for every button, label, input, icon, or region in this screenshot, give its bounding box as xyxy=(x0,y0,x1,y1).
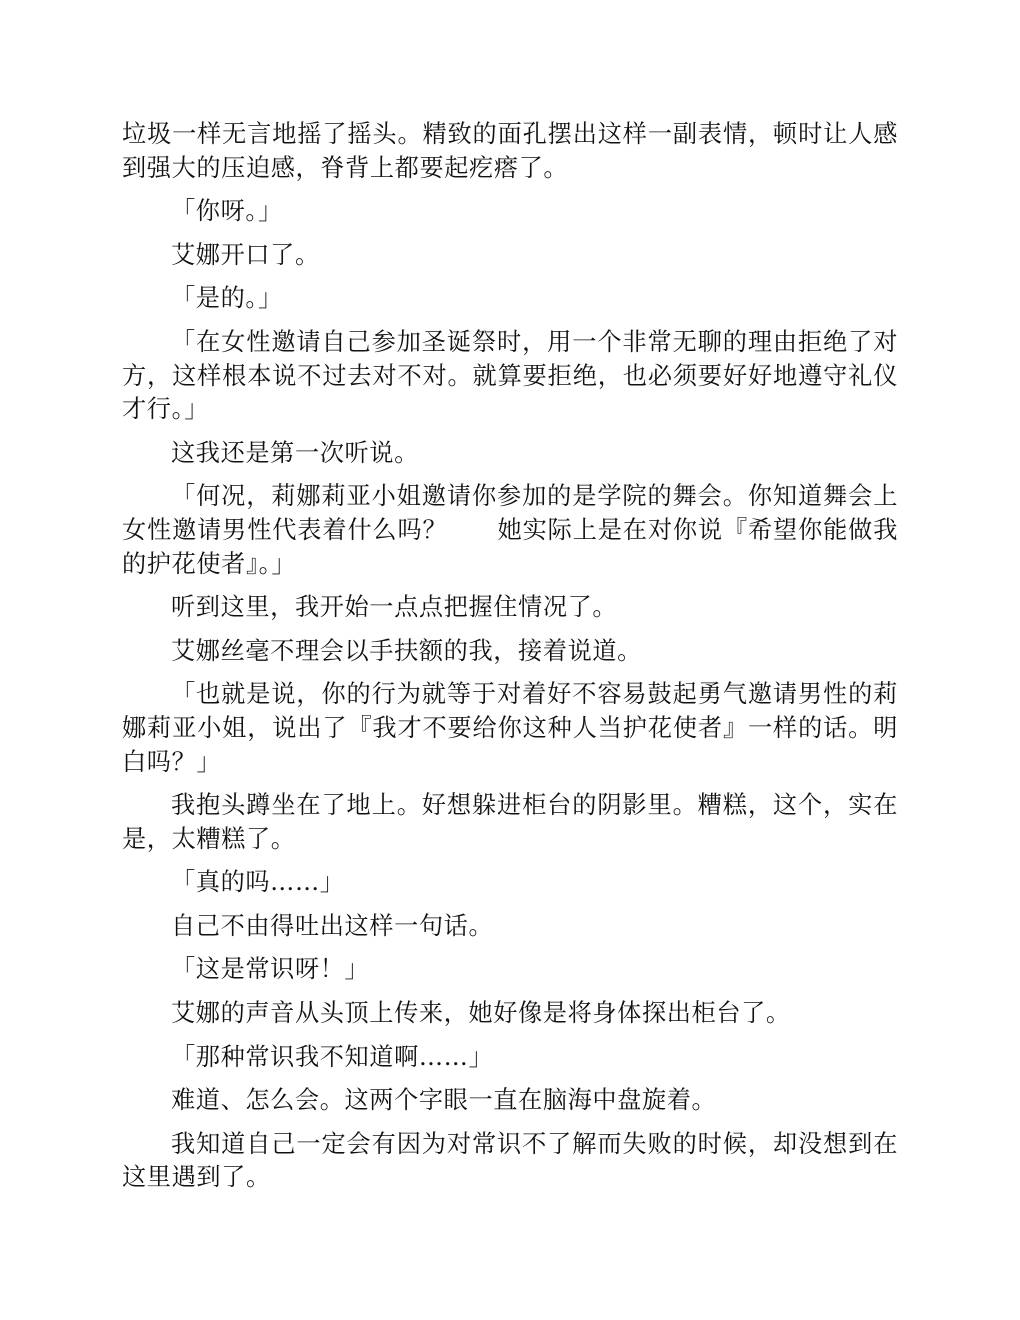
dialogue-line: 「是的。」 xyxy=(171,284,283,313)
paragraph: 难道、怎么会。这两个字眼一直在脑海中盘旋着。 xyxy=(171,1086,717,1115)
paragraph: 艾娜开口了。 xyxy=(171,240,320,269)
dialogue-line: 「那种常识我不知道啊……」 xyxy=(171,1042,494,1071)
dialogue-line: 「这是常识呀！」 xyxy=(171,955,370,984)
document-page xyxy=(122,118,898,1205)
paragraph: 听到这里，我开始一点点把握住情况了。 xyxy=(171,593,618,622)
dialogue-line: 「在女性邀请自己参加圣诞祭时，用一个非常无聊的理由拒绝了对方，这样根本说不过去对不对。就算要拒绝，也必须要好好地遵守礼仪才行。」 xyxy=(122,327,898,424)
dialogue-line: 「真的吗……」 xyxy=(171,868,345,897)
dialogue-line: 「你呀。」 xyxy=(171,197,283,226)
paragraph: 自己不由得吐出这样一句话。 xyxy=(171,911,494,940)
dialogue-line: 「何况，莉娜莉亚小姐邀请你参加的是学院的舞会。你知道舞会上女性邀请男性代表着什么吗？ 她实际上是在对你说『希望你能做我的护花使者』。」 xyxy=(122,482,898,578)
paragraph: 垃圾一样无言地摇了摇头。精致的面孔摆出这样一副表情，顿时让人感到强大的压迫感，脊背上都要起疙瘩了。 xyxy=(122,120,898,182)
paragraph: 这我还是第一次听说。 xyxy=(171,438,419,467)
paragraph: 艾娜丝毫不理会以手扶额的我，接着说道。 xyxy=(171,636,642,665)
paragraph: 我抱头蹲坐在了地上。好想躲进柜台的阴影里。糟糕，这个，实在是，太糟糕了。 xyxy=(122,791,898,853)
paragraph: 艾娜的声音从头顶上传来，她好像是将身体探出柜台了。 xyxy=(171,999,791,1028)
paragraph: 我知道自己一定会有因为对常识不了解而失败的时候，却没想到在这里遇到了。 xyxy=(122,1129,898,1192)
dialogue-line: 「也就是说，你的行为就等于对着好不容易鼓起勇气邀请男性的莉娜莉亚小姐，说出了『我才不要给你这种人当护花使者』一样的话。明白吗？」 xyxy=(122,680,898,776)
